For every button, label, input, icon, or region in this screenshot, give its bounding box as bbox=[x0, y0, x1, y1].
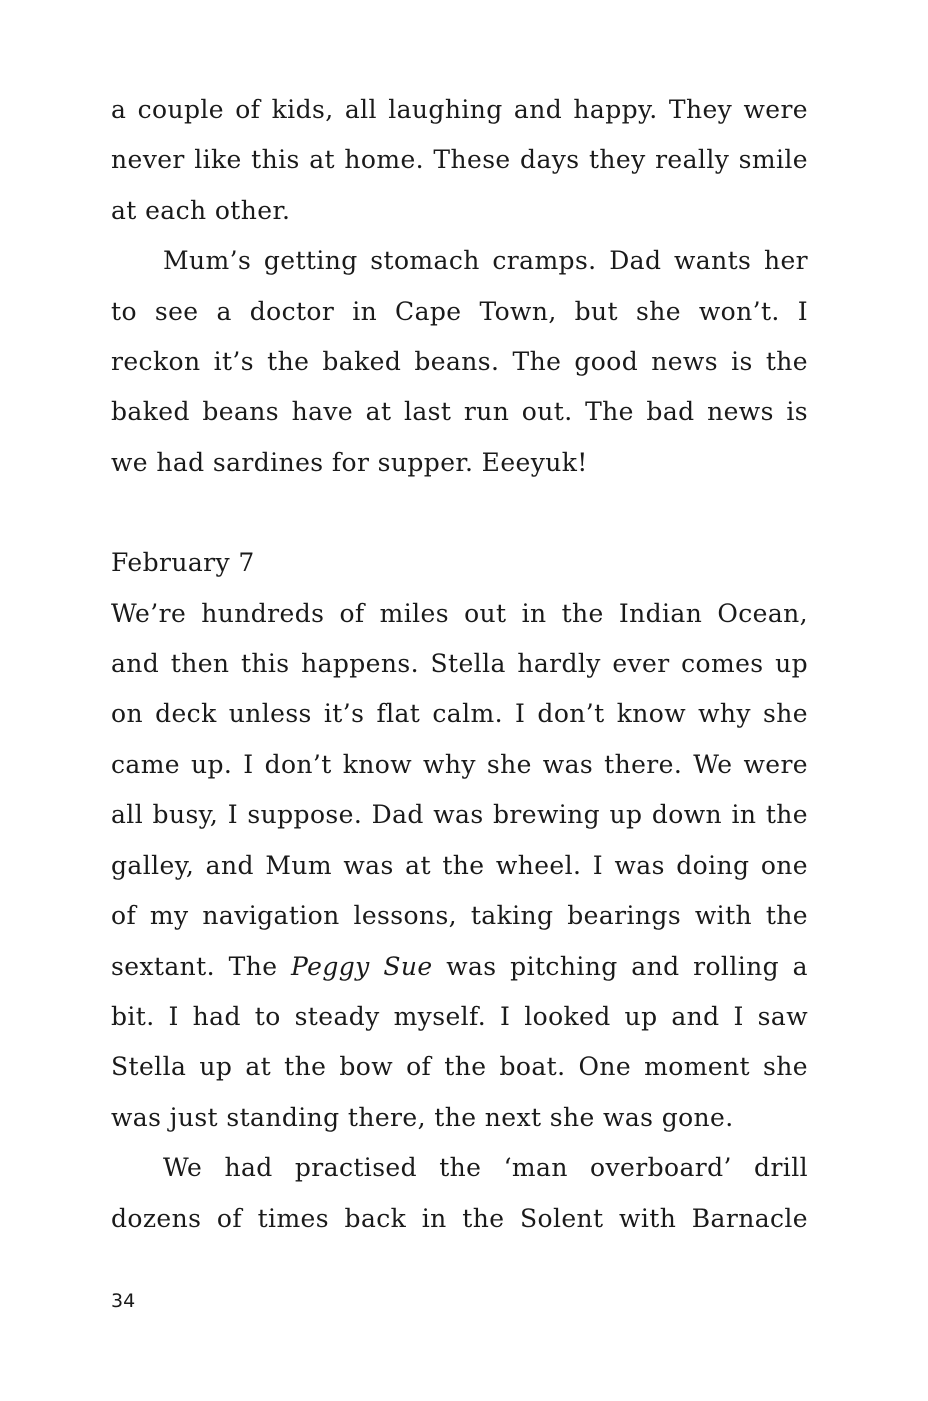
paragraph bbox=[111, 589, 808, 1143]
page-body bbox=[111, 85, 808, 1244]
paragraph-text: We’re hundreds of miles out in the Indian Ocean, and then this happens. Stella hardly ever comes up on deck unless it’s flat calm. I don’t know why she came up. I don’t know why she was there. We were all busy, I suppose. Dad was brewing up down in the galley, and Mum was at the wheel. I was doing one of my navigation lessons, taking bearings with the sextant. The bbox=[111, 598, 808, 981]
date-heading: February 7 bbox=[111, 548, 255, 578]
boat-name: Peggy Sue bbox=[291, 951, 433, 981]
page-number: 34 bbox=[111, 1290, 136, 1312]
paragraph: Mum’s getting stomach cramps. Dad wants her to see a doctor in Cape Town, but she won’t. I reckon it’s the baked beans. The good news is the baked beans have at last run out. The bad news is we had sardines for supper. Eeeyuk! bbox=[111, 246, 808, 477]
paragraph-text: was pitching and rolling a bit. I had to steady myself. I looked up and I saw Stella up at the bow of the boat. One moment she was just standing there, the next she was gone. bbox=[111, 951, 808, 1132]
paragraph: We had practised the ‘man overboard’ drill dozens of times back in the Solent with Barnacle bbox=[111, 1153, 808, 1233]
paragraph: a couple of kids, all laughing and happy. They were never like this at home. These days they really smile at each other. bbox=[111, 95, 808, 225]
